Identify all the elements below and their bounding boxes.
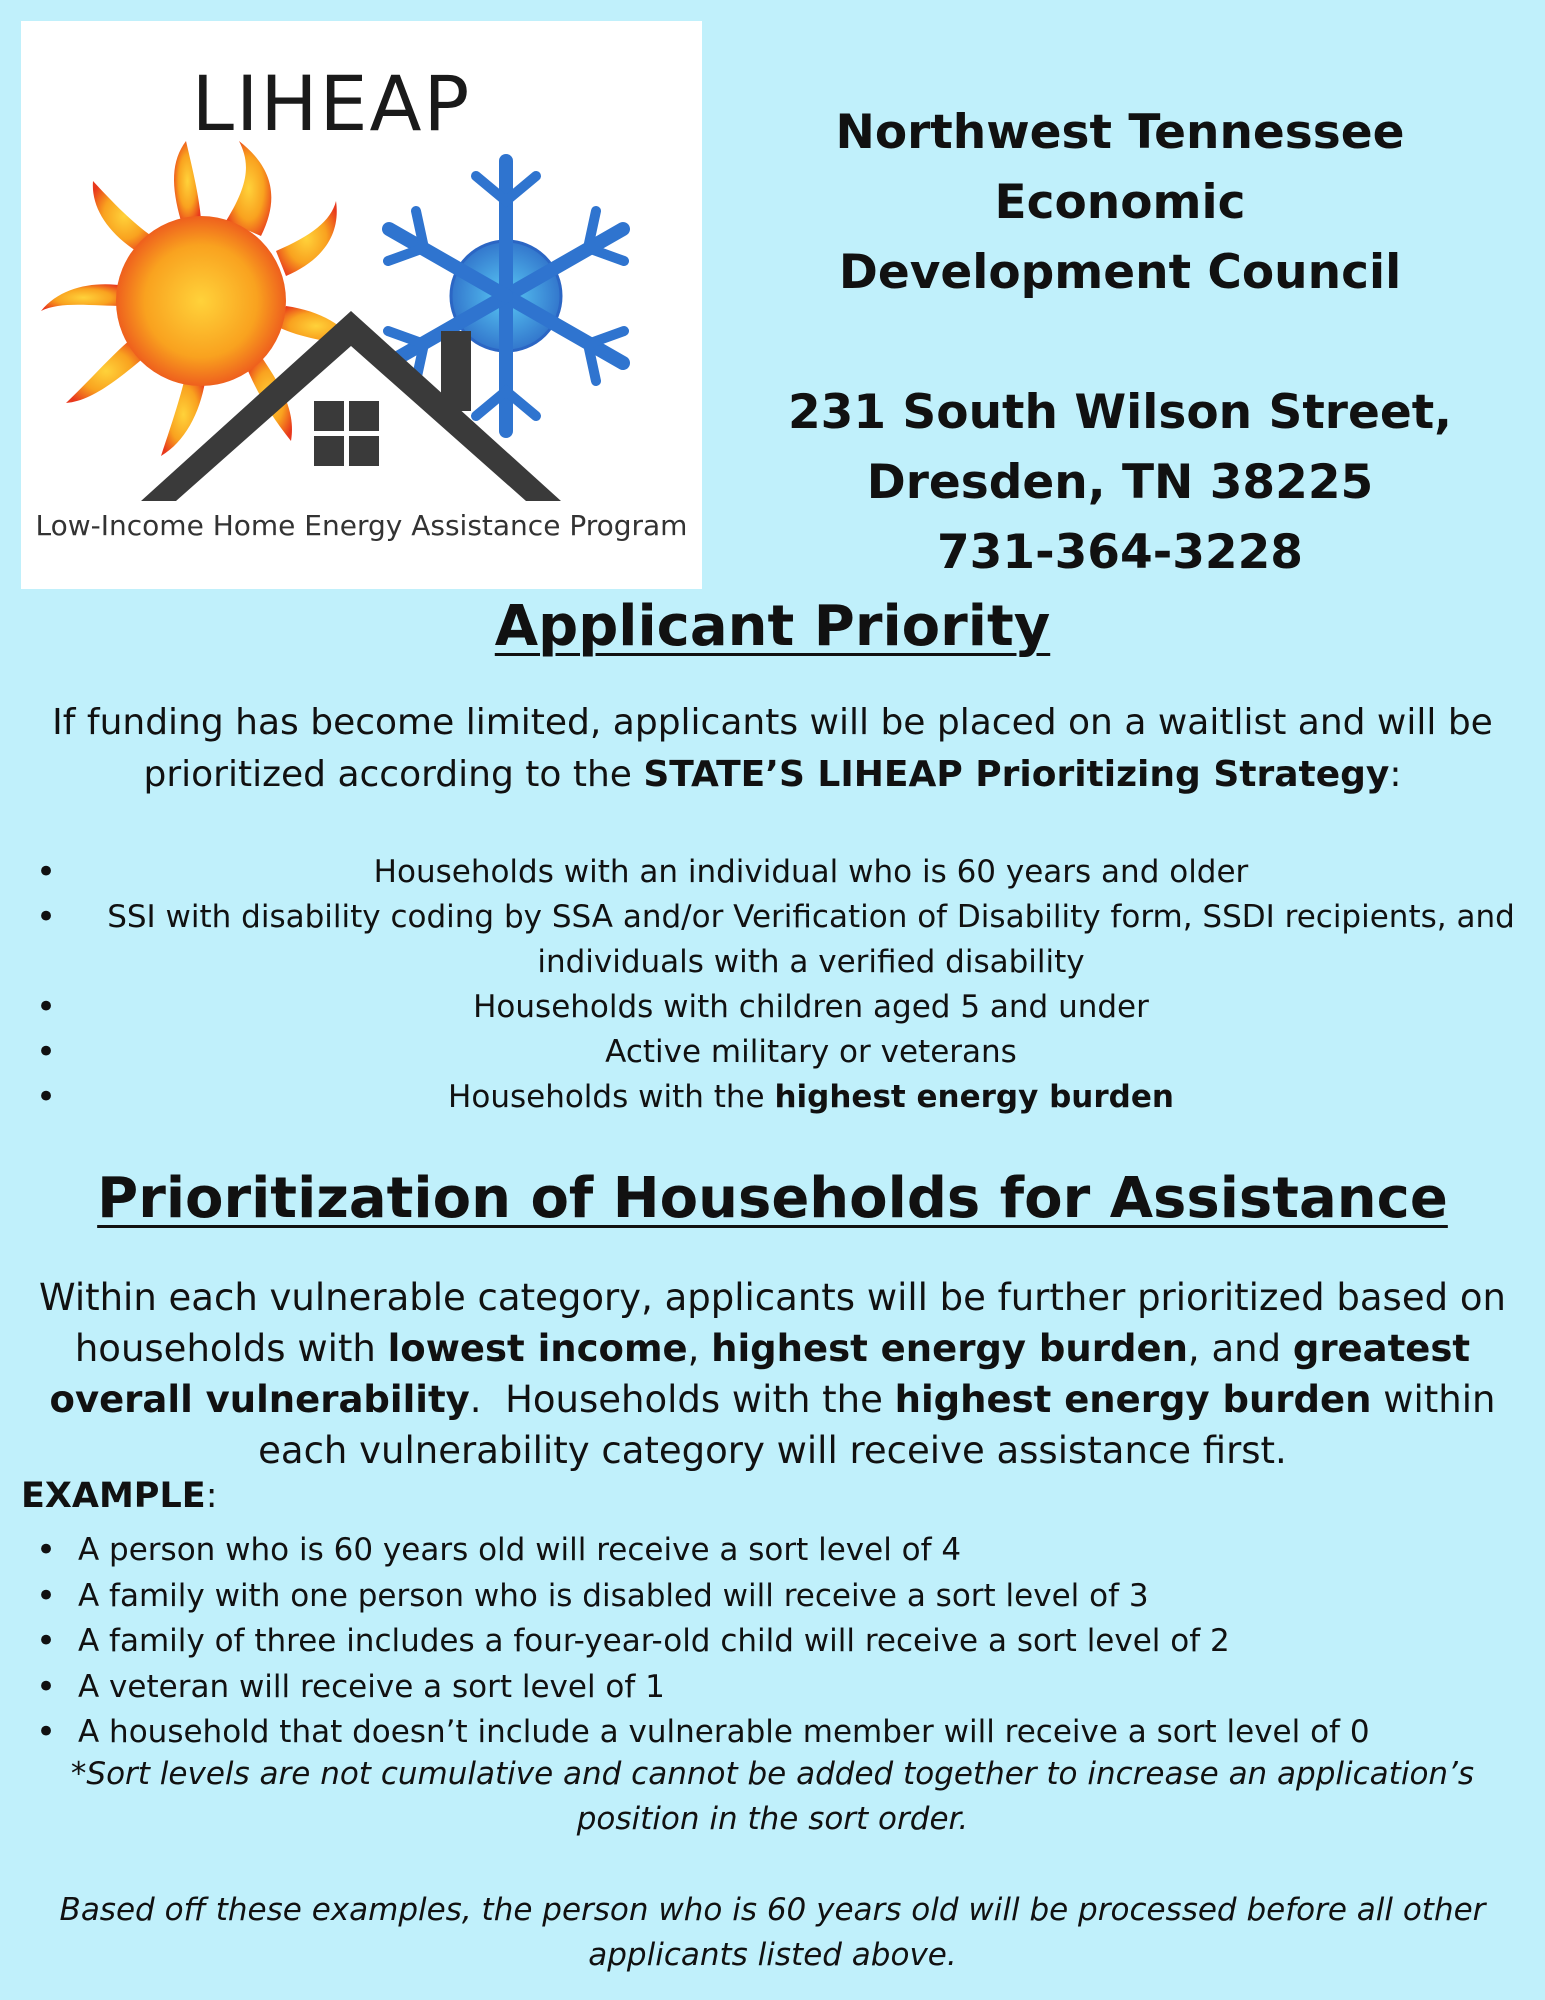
list-item: • Active military or veterans xyxy=(36,1030,1526,1075)
logo-title: LIHEAP xyxy=(191,59,472,148)
sort-levels-note: *Sort levels are not cumulative and cannot be added together to increase an application’s position in the sort order. xyxy=(70,1756,1475,1837)
sun-icon xyxy=(41,141,356,456)
organization-info xyxy=(710,98,1530,588)
list-item: • A household that doesn’t include a vulnerable member will receive a sort level of 0 xyxy=(36,1710,1526,1756)
list-item: • A family with one person who is disabled will receive a sort level of 3 xyxy=(36,1574,1526,1620)
conclusion-note: Based off these examples, the person who is 60 years old will be processed before all other applicants listed above. xyxy=(59,1892,1486,1973)
prioritization-heading: Prioritization of Households for Assistance xyxy=(97,1166,1448,1231)
list-item: • Households with the highest energy burden xyxy=(36,1075,1526,1120)
list-item: • A veteran will receive a sort level of 1 xyxy=(36,1665,1526,1711)
priority-list xyxy=(36,850,1526,1120)
org-name-line2: Development Council xyxy=(838,245,1402,300)
address-line1: 231 South Wilson Street, xyxy=(787,385,1453,440)
list-item: • SSI with disability coding by SSA and/or Verification of Disability form, SSDI recipients, and individuals with a verified disability xyxy=(36,895,1526,985)
list-item: • A person who is 60 years old will receive a sort level of 4 xyxy=(36,1528,1526,1574)
address-line2: Dresden, TN 38225 xyxy=(866,455,1374,510)
org-name-line1: Northwest Tennessee Economic xyxy=(835,105,1405,230)
priority-intro: If funding has become limited, applicants will be placed on a waitlist and will be prioritized according to the STATE’S LIHEAP Prioritizing Strategy: xyxy=(52,702,1493,795)
applicant-priority-heading: Applicant Priority xyxy=(494,594,1051,659)
prioritization-paragraph: Within each vulnerable category, applicants will be further prioritized based on households with lowest income, highest energy burden, and greatest overall vulnerability. Households with the highest energy burden within each vulnerability category will receive assistance first. xyxy=(39,1276,1506,1472)
list-item: • Households with an individual who is 60 years and older xyxy=(36,850,1526,895)
example-list xyxy=(36,1528,1526,1756)
liheap-logo xyxy=(21,21,702,589)
phone-number: 731-364-3228 xyxy=(936,525,1304,580)
list-item: • A family of three includes a four-year-old child will receive a sort level of 2 xyxy=(36,1619,1526,1665)
example-label: EXAMPLE: xyxy=(21,1476,218,1516)
logo-artwork xyxy=(21,141,702,531)
logo-caption: Low-Income Home Energy Assistance Program xyxy=(35,509,688,542)
list-item: • Households with children aged 5 and under xyxy=(36,985,1526,1030)
